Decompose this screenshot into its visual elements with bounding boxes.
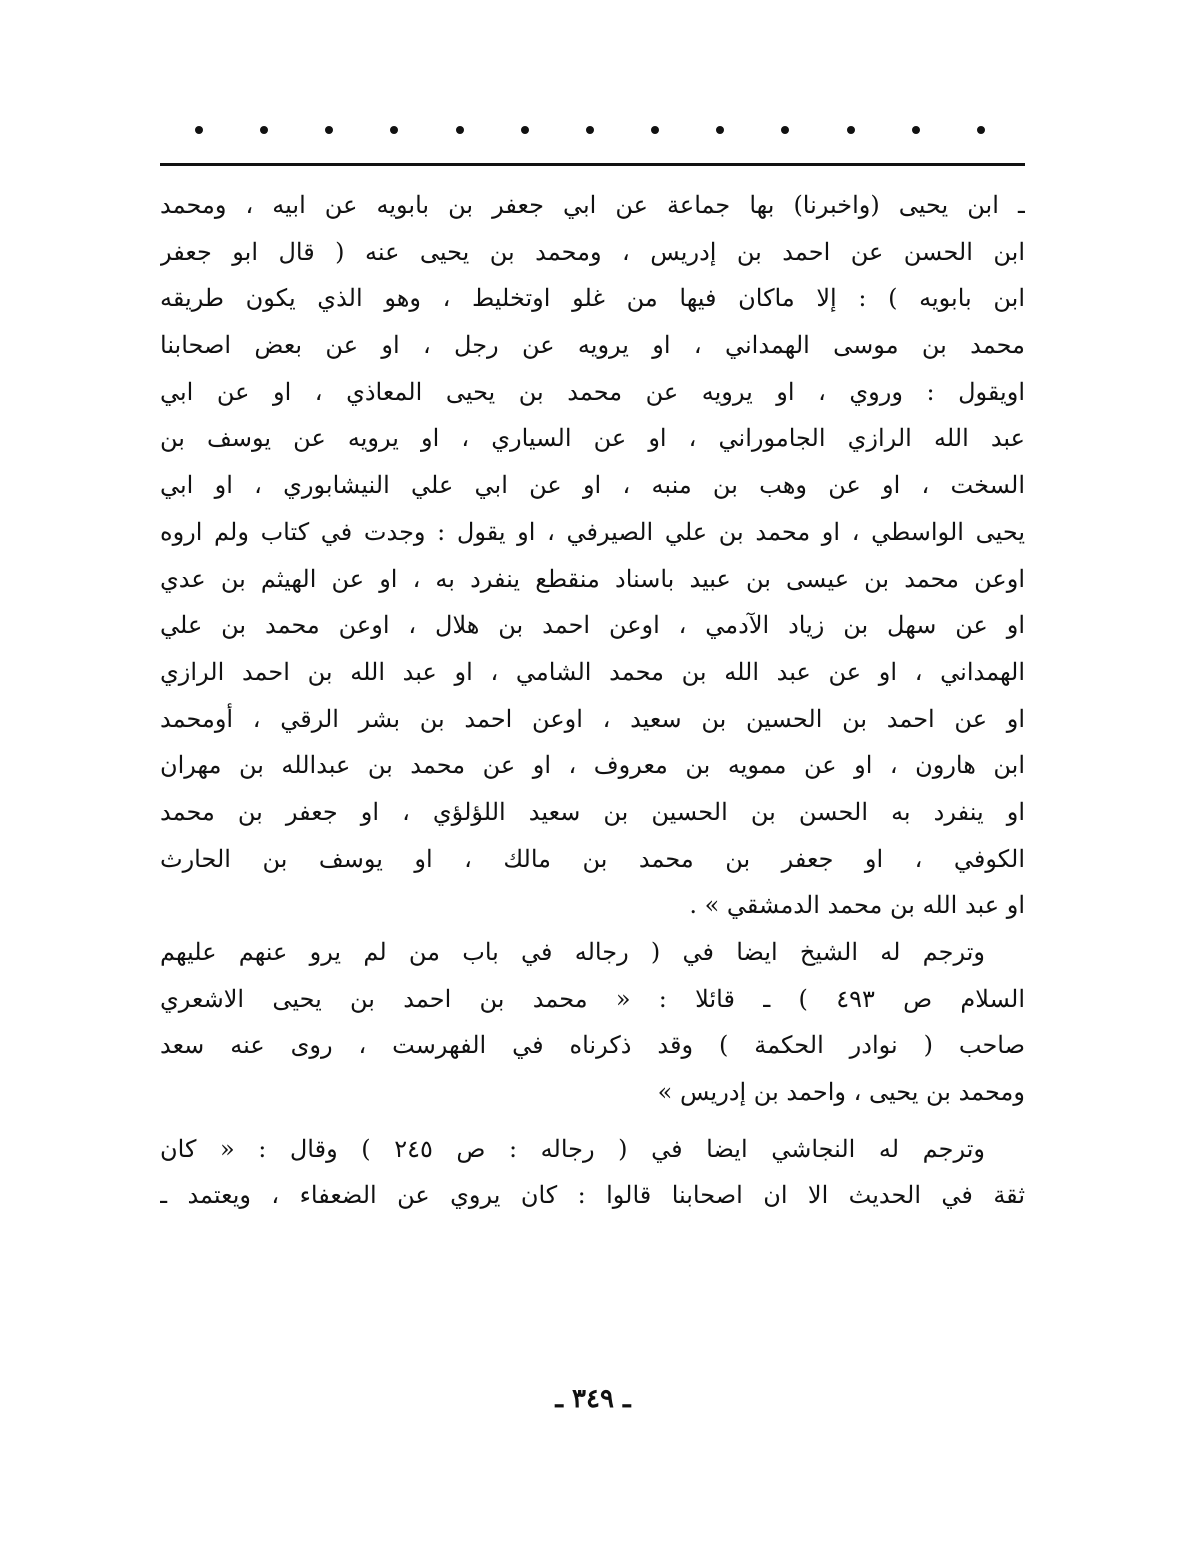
text-line: او عن سهل بن زياد الآدمي ، اوعن احمد بن هلال ، اوعن محمد بن علي	[160, 611, 1025, 640]
paragraph-1	[160, 182, 1025, 929]
text-line: السلام ص ٤٩٣ ) ـ قائلا : « محمد بن احمد بن يحيى الاشعري	[160, 984, 1025, 1013]
text-line: محمد بن موسى الهمداني ، او يرويه عن رجل ، او عن بعض اصحابنا	[160, 331, 1025, 360]
text-line: يحيى الواسطي ، او محمد بن علي الصيرفي ، او يقول : وجدت في كتاب ولم اروه	[160, 517, 1025, 546]
header-ornament	[195, 118, 985, 142]
text-line: ابن هارون ، او عن ممويه بن معروف ، او عن محمد بن عبدالله بن مهران	[160, 751, 1025, 780]
text-line: الهمداني ، او عن عبد الله بن محمد الشامي ، او عبد الله بن احمد الرازي	[160, 657, 1025, 686]
ornament-dot	[260, 126, 268, 134]
text-line: الكوفي ، او جعفر بن محمد بن مالك ، او يوسف بن الحارث	[160, 844, 1025, 873]
text-line: ومحمد بن يحيى ، واحمد بن إدريس »	[657, 1078, 1025, 1107]
text-line: عبد الله الرازي الجاموراني ، او عن السياري ، او يرويه عن يوسف بن	[160, 424, 1025, 453]
ornament-dot	[847, 126, 855, 134]
ornament-dot	[651, 126, 659, 134]
ornament-dot	[325, 126, 333, 134]
ornament-dot	[521, 126, 529, 134]
page-body	[160, 182, 1025, 1219]
ornament-dot	[195, 126, 203, 134]
ornament-dot	[456, 126, 464, 134]
ornament-dot	[390, 126, 398, 134]
text-line: السخت ، او عن وهب بن منبه ، او عن ابي علي النيشابوري ، او ابي	[160, 471, 1025, 500]
ornament-dot	[912, 126, 920, 134]
ornament-dot	[586, 126, 594, 134]
ornament-dot	[716, 126, 724, 134]
text-line: وترجم له الشيخ ايضا في ( رجاله في باب من لم يرو عنهم عليهم	[160, 938, 986, 966]
paragraph-2	[160, 929, 1025, 1116]
text-line: ابن بابويه ) : إلا ماكان فيها من غلو اوتخليط ، وهو الذي يكون طريقه	[160, 284, 1025, 313]
header-rule	[160, 163, 1025, 166]
text-line: ابن الحسن عن احمد بن إدريس ، ومحمد بن يحيى عنه ( قال ابو جعفر	[160, 237, 1025, 266]
paragraph-3	[160, 1126, 1025, 1219]
text-line: اويقول : وروي ، او يرويه عن محمد بن يحيى المعاذي ، او عن ابي	[160, 377, 1025, 406]
ornament-dot	[977, 126, 985, 134]
page-number: ـ ٣٤٩ ـ	[555, 1384, 631, 1414]
text-line: او ينفرد به الحسن بن الحسين بن سعيد اللؤلؤي ، او جعفر بن محمد	[160, 797, 1025, 826]
ornament-dot	[781, 126, 789, 134]
text-line: ـ ابن يحيى (واخبرنا) بها جماعة عن ابي جعفر بن بابويه عن ابيه ، ومحمد	[160, 191, 1025, 219]
text-line: او عبد الله بن محمد الدمشقي » .	[689, 891, 1025, 920]
text-line: ثقة في الحديث الا ان اصحابنا قالوا : كان يروي عن الضعفاء ، ويعتمد ـ	[160, 1181, 1025, 1210]
text-line: صاحب ( نوادر الحكمة ) وقد ذكرناه في الفهرست ، روى عنه سعد	[160, 1031, 1025, 1060]
text-line: او عن احمد بن الحسين بن سعيد ، اوعن احمد بن بشر الرقي ، أومحمد	[160, 704, 1025, 733]
text-line: اوعن محمد بن عيسى بن عبيد باسناد منقطع ينفرد به ، او عن الهيثم بن عدي	[160, 564, 1025, 593]
text-line: وترجم له النجاشي ايضا في ( رجاله : ص ٢٤٥ ) وقال : « كان	[160, 1134, 985, 1163]
paragraph-gap	[160, 1116, 1025, 1126]
